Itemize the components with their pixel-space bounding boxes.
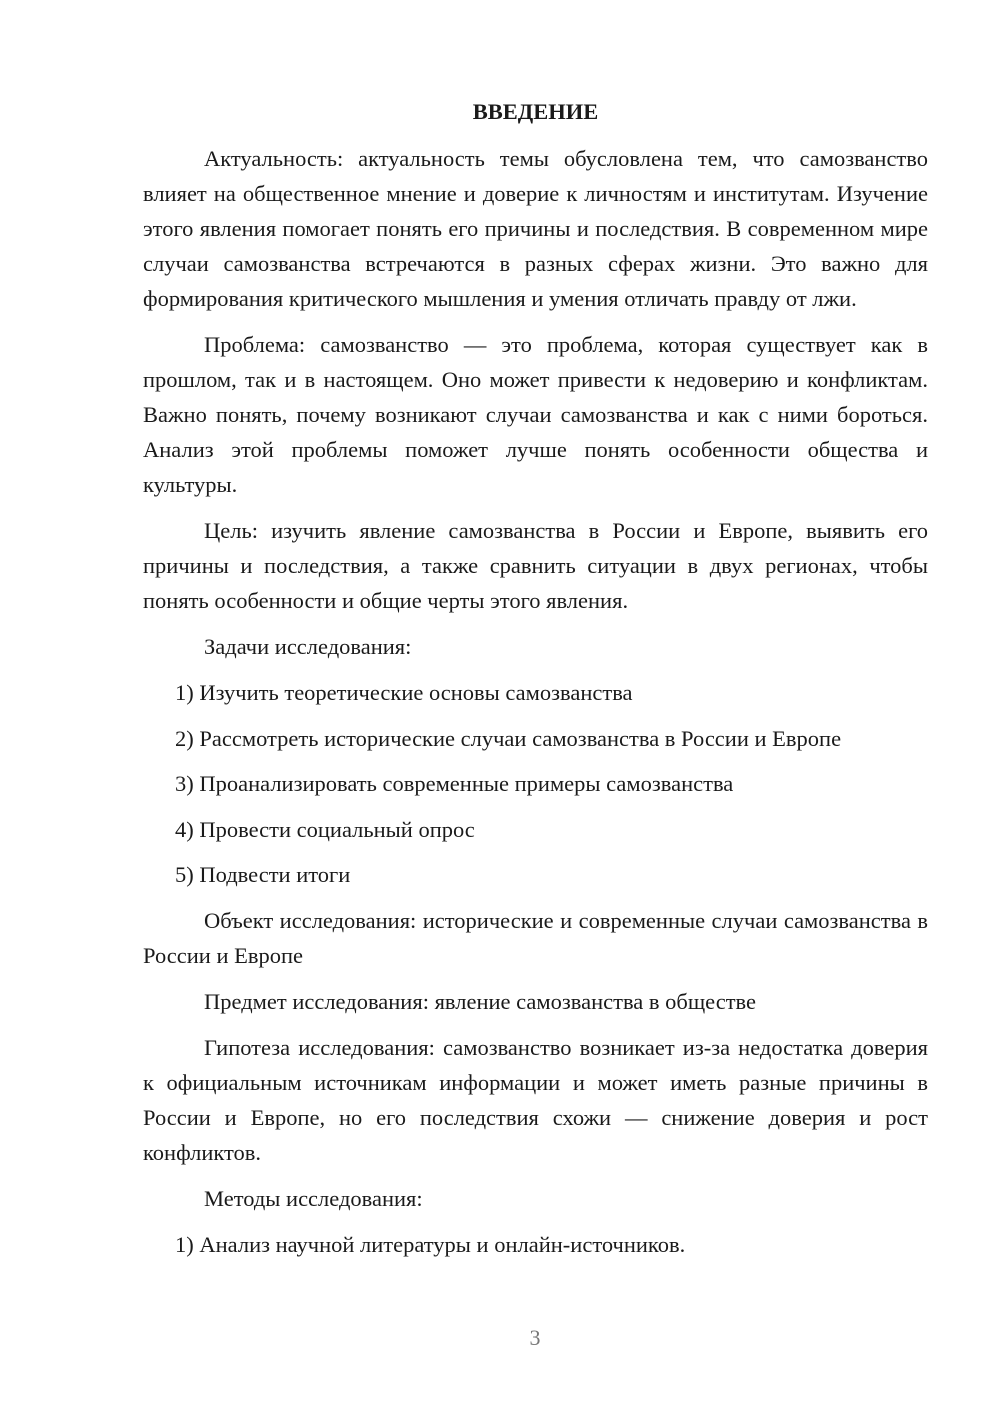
goal-paragraph: Цель: изучить явление самозванства в России и Европе, выявить его причины и последствия, а также сравнить ситуации в двух регионах, чтобы понять особенности и общие черты этого явления.: [143, 518, 928, 613]
task-item: 3) Проанализировать современные примеры самозванства: [175, 771, 734, 796]
page-content: [143, 94, 928, 1272]
section-title: ВВЕДЕНИЕ: [472, 99, 599, 124]
task-item: 1) Изучить теоретические основы самозванства: [175, 680, 633, 705]
page-number: 3: [529, 1325, 541, 1350]
object-paragraph: Объект исследования: исторические и современные случаи самозванства в России и Европе: [143, 907, 928, 968]
relevance-paragraph: Актуальность: актуальность темы обусловлена тем, что самозванство влияет на общественное мнение и доверие к личностям и институтам. Изучение этого явления помогает понять его причины и последствия. В современном мире случаи самозванства встречаются в разных сферах жизни. Это важно для формирования критического мышления и умения отличать правду от лжи.: [143, 146, 928, 311]
method-item: 1) Анализ научной литературы и онлайн-источников.: [175, 1231, 686, 1257]
problem-paragraph: Проблема: самозванство — это проблема, которая существует как в прошлом, так и в настоящем. Оно может привести к недоверию и конфликтам. Важно понять, почему возникают случаи самозванства и как с ними бороться. Анализ этой проблемы поможет лучше понять особенности общества и культуры.: [143, 332, 928, 497]
methods-list: [143, 1227, 928, 1262]
tasks-heading: Задачи исследования:: [204, 634, 412, 659]
hypothesis-paragraph: Гипотеза исследования: самозванство возникает из-за недостатка доверия к официальным источникам информации и может иметь разные причины в России и Европе, но его последствия схожи — снижение доверия и рост конфликтов.: [143, 1034, 928, 1165]
methods-heading: Методы исследования:: [204, 1185, 423, 1211]
tasks-list: [143, 675, 928, 892]
task-item: 2) Рассмотреть исторические случаи самозванства в России и Европе: [175, 725, 842, 751]
task-item: 5) Подвести итоги: [175, 862, 351, 887]
task-item: 4) Провести социальный опрос: [175, 816, 475, 842]
subject-paragraph: Предмет исследования: явление самозванства в обществе: [204, 988, 757, 1014]
